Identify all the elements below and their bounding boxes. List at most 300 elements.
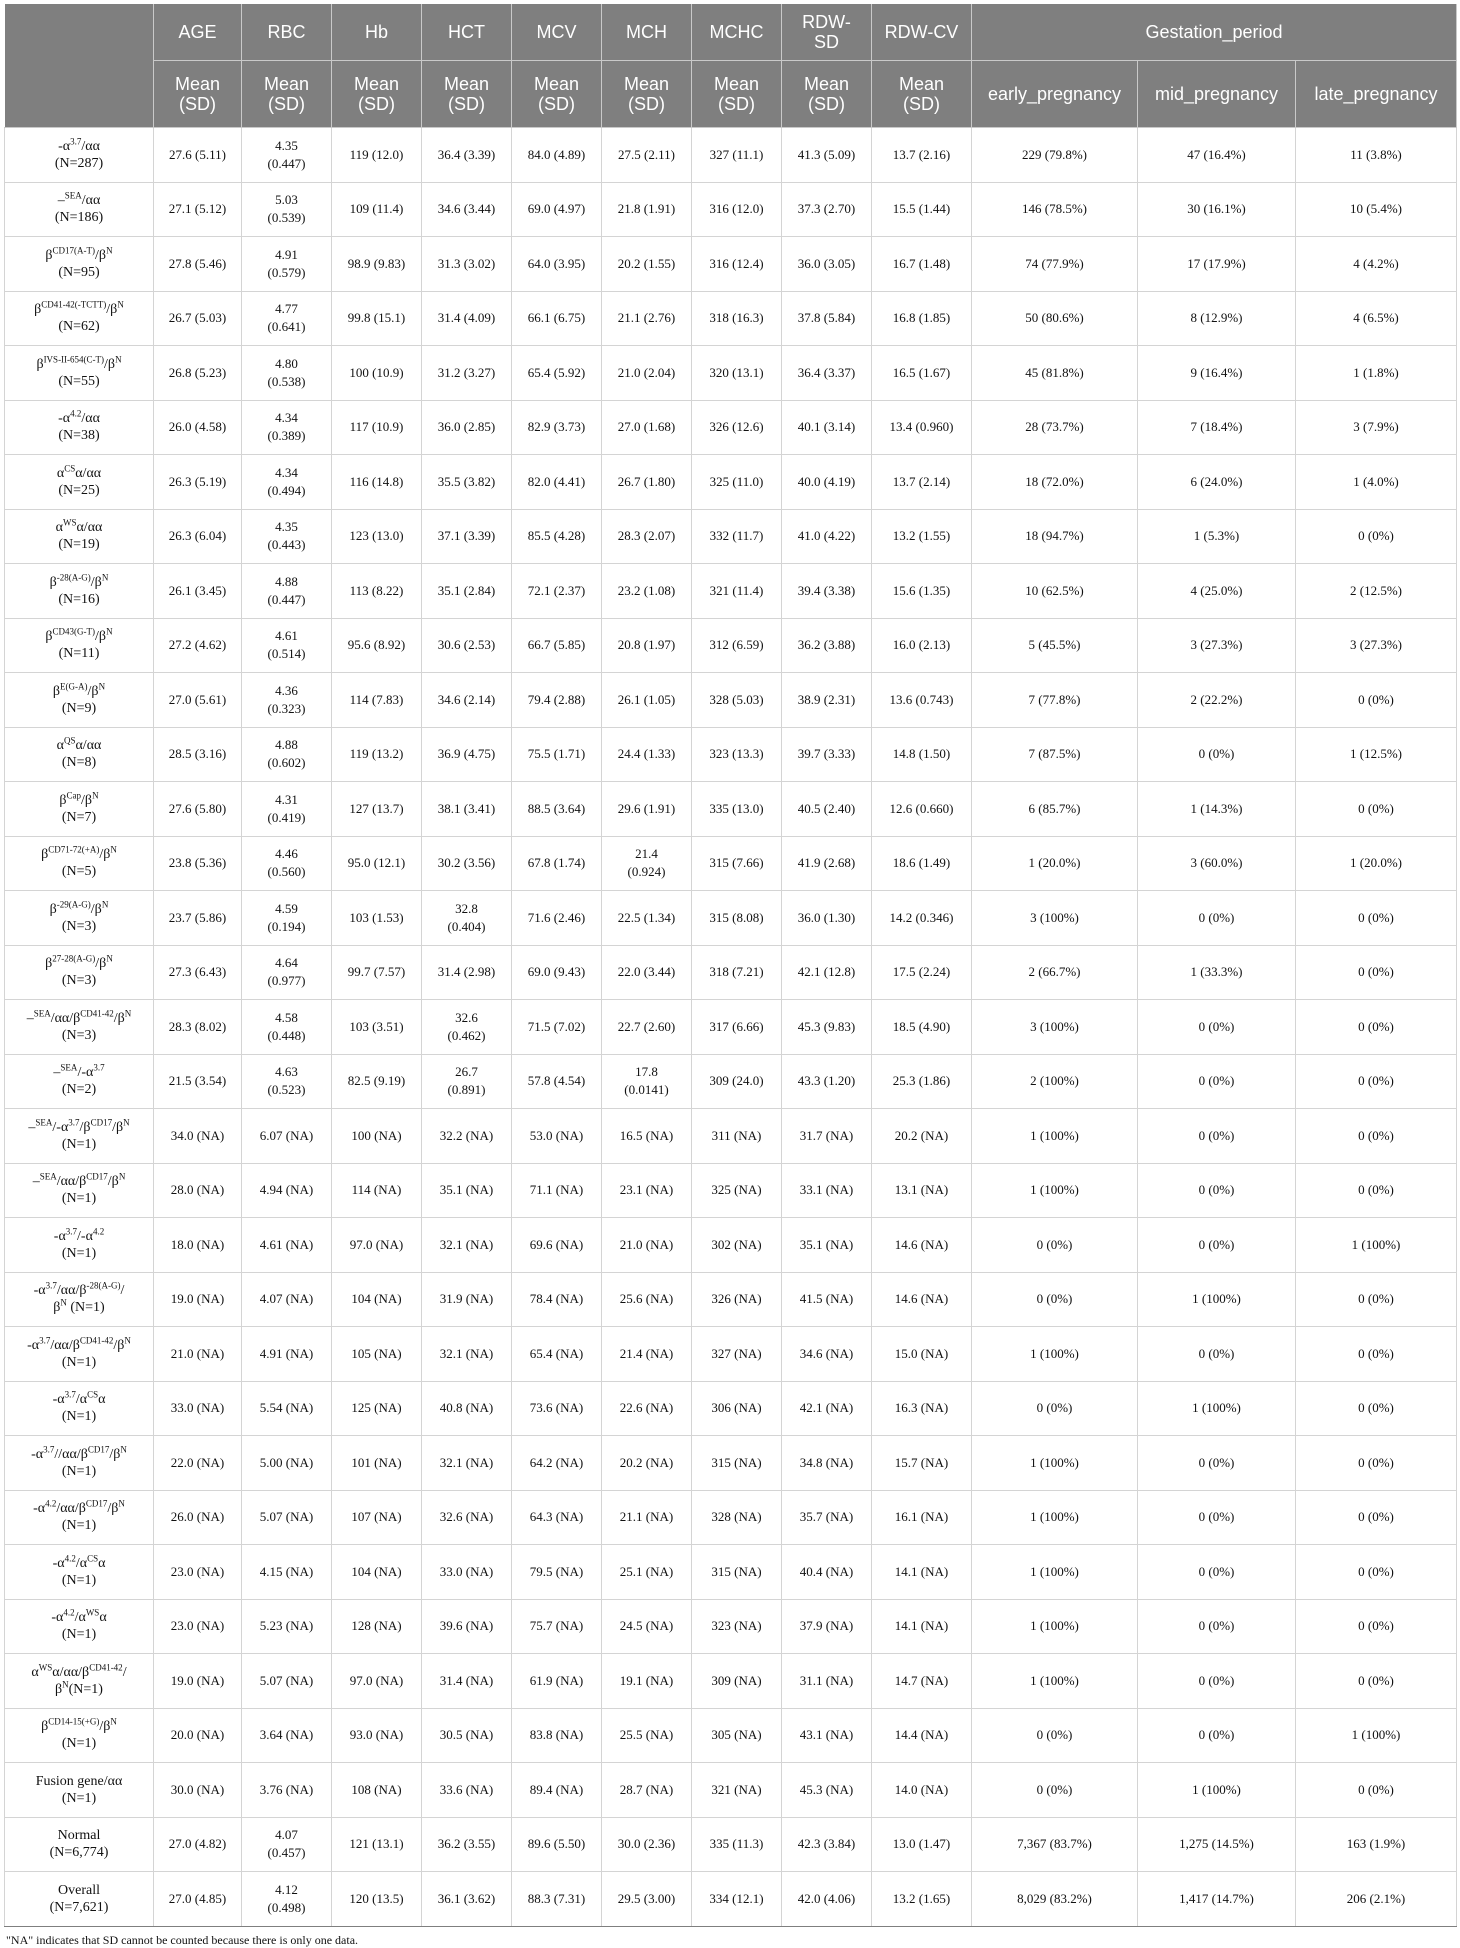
value-cell: 328 (5.03) [692, 673, 782, 728]
value-cell: 27.6 (5.11) [154, 128, 242, 183]
value-cell: 36.1 (3.62) [422, 1872, 512, 1927]
value-cell: 20.2 (NA) [602, 1436, 692, 1491]
value-cell: 22.5 (1.34) [602, 891, 692, 946]
table-row [5, 836, 1457, 891]
value-cell: 27.6 (5.80) [154, 782, 242, 837]
value-cell: 163 (1.9%) [1296, 1817, 1457, 1872]
value-cell: 50 (80.6%) [972, 291, 1138, 346]
value-cell: 73.6 (NA) [512, 1381, 602, 1436]
value-cell: 41.9 (2.68) [782, 836, 872, 891]
value-cell: 4.58 (0.448) [242, 1000, 332, 1055]
value-cell: 1 (100%) [972, 1599, 1138, 1654]
value-cell: 28.3 (8.02) [154, 1000, 242, 1055]
genotype-cell: Overall (N=7,621) [5, 1872, 154, 1927]
value-cell: 30.0 (NA) [154, 1763, 242, 1818]
period-header: late_pregnancy [1296, 61, 1457, 128]
value-cell: 121 (13.1) [332, 1817, 422, 1872]
genotype-cell: $\beta^{Cap}/\beta^N$ (N=7) [5, 782, 154, 837]
value-cell: 114 (NA) [332, 1163, 422, 1218]
value-cell: 19.1 (NA) [602, 1654, 692, 1709]
value-cell: 0 (0%) [1296, 673, 1457, 728]
value-cell: 26.3 (5.19) [154, 455, 242, 510]
value-cell: 75.7 (NA) [512, 1599, 602, 1654]
value-cell: 42.1 (12.8) [782, 945, 872, 1000]
value-cell: 327 (NA) [692, 1327, 782, 1382]
genotype-cell: $-\alpha^{3.7}/\alpha\alpha/\beta^{CD41-42}/\beta^N$ (N=1) [5, 1327, 154, 1382]
column-header: MCHC [692, 4, 782, 61]
value-cell: 40.5 (2.40) [782, 782, 872, 837]
value-cell: 104 (NA) [332, 1272, 422, 1327]
value-cell: 23.0 (NA) [154, 1545, 242, 1600]
value-cell: 325 (NA) [692, 1163, 782, 1218]
value-cell: 37.9 (NA) [782, 1599, 872, 1654]
value-cell: 146 (78.5%) [972, 182, 1138, 237]
value-cell: 27.0 (4.82) [154, 1817, 242, 1872]
value-cell: 1 (100%) [1138, 1272, 1296, 1327]
value-cell: 4.35 (0.447) [242, 128, 332, 183]
value-cell: 206 (2.1%) [1296, 1872, 1457, 1927]
genotype-cell: $\beta^{CD43(G-T)}/\beta^N$ (N=11) [5, 618, 154, 673]
value-cell: 37.8 (5.84) [782, 291, 872, 346]
stat-label: Mean (SD) [332, 61, 422, 128]
value-cell: 32.1 (NA) [422, 1327, 512, 1382]
value-cell: 309 (NA) [692, 1654, 782, 1709]
value-cell: 26.0 (NA) [154, 1490, 242, 1545]
value-cell: 43.3 (1.20) [782, 1054, 872, 1109]
genotype-cell: $-\alpha^{4.2}/\alpha\alpha$ (N=38) [5, 400, 154, 455]
value-cell: 0 (0%) [1296, 1381, 1457, 1436]
value-cell: 26.7 (1.80) [602, 455, 692, 510]
value-cell: 34.6 (2.14) [422, 673, 512, 728]
value-cell: 4.12 (0.498) [242, 1872, 332, 1927]
value-cell: 4.94 (NA) [242, 1163, 332, 1218]
value-cell: 41.3 (5.09) [782, 128, 872, 183]
value-cell: 13.7 (2.16) [872, 128, 972, 183]
value-cell: 14.6 (NA) [872, 1218, 972, 1273]
value-cell: 4.64 (0.977) [242, 945, 332, 1000]
value-cell: 37.1 (3.39) [422, 509, 512, 564]
value-cell: 4 (6.5%) [1296, 291, 1457, 346]
value-cell: 18 (94.7%) [972, 509, 1138, 564]
column-header: HCT [422, 4, 512, 61]
value-cell: 79.5 (NA) [512, 1545, 602, 1600]
value-cell: 311 (NA) [692, 1109, 782, 1164]
value-cell: 4.34 (0.389) [242, 400, 332, 455]
value-cell: 40.4 (NA) [782, 1545, 872, 1600]
value-cell: 31.4 (4.09) [422, 291, 512, 346]
stat-label: Mean (SD) [422, 61, 512, 128]
value-cell: 39.4 (3.38) [782, 564, 872, 619]
value-cell: 4.15 (NA) [242, 1545, 332, 1600]
value-cell: 65.4 (NA) [512, 1327, 602, 1382]
table-row [5, 1708, 1457, 1763]
value-cell: 41.5 (NA) [782, 1272, 872, 1327]
value-cell: 4.31 (0.419) [242, 782, 332, 837]
value-cell: 309 (24.0) [692, 1054, 782, 1109]
table-row [5, 182, 1457, 237]
value-cell: 27.0 (5.61) [154, 673, 242, 728]
table-row [5, 1817, 1457, 1872]
value-cell: 4.88 (0.447) [242, 564, 332, 619]
value-cell: 105 (NA) [332, 1327, 422, 1382]
table-row [5, 1109, 1457, 1164]
value-cell: 1 (100%) [1138, 1381, 1296, 1436]
value-cell: 32.1 (NA) [422, 1436, 512, 1491]
value-cell: 27.1 (5.12) [154, 182, 242, 237]
value-cell: 31.3 (3.02) [422, 237, 512, 292]
value-cell: 22.0 (3.44) [602, 945, 692, 1000]
value-cell: 36.0 (2.85) [422, 400, 512, 455]
value-cell: 26.1 (3.45) [154, 564, 242, 619]
genotype-cell: $\beta^{CD17(A-T)}/\beta^N$ (N=95) [5, 237, 154, 292]
value-cell: 1 (100%) [972, 1654, 1138, 1709]
value-cell: 14.1 (NA) [872, 1599, 972, 1654]
table-row [5, 1163, 1457, 1218]
value-cell: 83.8 (NA) [512, 1708, 602, 1763]
value-cell: 119 (13.2) [332, 727, 422, 782]
table-row [5, 1218, 1457, 1273]
genotype-cell: $\alpha^{CS}\alpha/\alpha\alpha$ (N=25) [5, 455, 154, 510]
table-row [5, 1490, 1457, 1545]
value-cell: 28 (73.7%) [972, 400, 1138, 455]
value-cell: 26.8 (5.23) [154, 346, 242, 401]
value-cell: 9 (16.4%) [1138, 346, 1296, 401]
value-cell: 1 (20.0%) [1296, 836, 1457, 891]
value-cell: 14.8 (1.50) [872, 727, 972, 782]
value-cell: 41.0 (4.22) [782, 509, 872, 564]
value-cell: 4.07 (0.457) [242, 1817, 332, 1872]
value-cell: 89.6 (5.50) [512, 1817, 602, 1872]
value-cell: 0 (0%) [1138, 1327, 1296, 1382]
column-header: MCH [602, 4, 692, 61]
value-cell: 5.54 (NA) [242, 1381, 332, 1436]
value-cell: 78.4 (NA) [512, 1272, 602, 1327]
value-cell: 39.6 (NA) [422, 1599, 512, 1654]
genotype-cell: $-^{SEA}/\alpha\alpha/\beta^{CD41-42}/\beta^N$ (N=3) [5, 1000, 154, 1055]
period-header: mid_pregnancy [1138, 61, 1296, 128]
value-cell: 79.4 (2.88) [512, 673, 602, 728]
value-cell: 0 (0%) [1296, 1000, 1457, 1055]
value-cell: 20.0 (NA) [154, 1708, 242, 1763]
genotype-cell: $-\alpha^{4.2}/\alpha^{WS}\alpha$ (N=1) [5, 1599, 154, 1654]
value-cell: 43.1 (NA) [782, 1708, 872, 1763]
genotype-cell: $\beta^{-29(A-G)}/\beta^N$ (N=3) [5, 891, 154, 946]
value-cell: 104 (NA) [332, 1545, 422, 1600]
stat-label: Mean (SD) [692, 61, 782, 128]
genotype-cell: $-^{SEA}/\alpha\alpha/\beta^{CD17}/\beta^N$ (N=1) [5, 1163, 154, 1218]
value-cell: 40.0 (4.19) [782, 455, 872, 510]
value-cell: 20.2 (1.55) [602, 237, 692, 292]
value-cell: 34.6 (NA) [782, 1327, 872, 1382]
value-cell: 99.8 (15.1) [332, 291, 422, 346]
value-cell: 5.23 (NA) [242, 1599, 332, 1654]
value-cell: 26.7 (0.891) [422, 1054, 512, 1109]
value-cell: 28.0 (NA) [154, 1163, 242, 1218]
value-cell: 23.7 (5.86) [154, 891, 242, 946]
table-row [5, 291, 1457, 346]
value-cell: 306 (NA) [692, 1381, 782, 1436]
value-cell: 40.8 (NA) [422, 1381, 512, 1436]
table-row [5, 1000, 1457, 1055]
value-cell: 1 (100%) [972, 1163, 1138, 1218]
value-cell: 15.7 (NA) [872, 1436, 972, 1491]
value-cell: 0 (0%) [972, 1763, 1138, 1818]
value-cell: 1 (33.3%) [1138, 945, 1296, 1000]
table-row [5, 727, 1457, 782]
stat-label: Mean (SD) [782, 61, 872, 128]
table-header [5, 4, 1457, 128]
value-cell: 127 (13.7) [332, 782, 422, 837]
value-cell: 0 (0%) [1296, 891, 1457, 946]
value-cell: 0 (0%) [1138, 1109, 1296, 1164]
value-cell: 45 (81.8%) [972, 346, 1138, 401]
genotype-cell: $-^{SEA}/-\alpha^{3.7}/\beta^{CD17}/\beta^N$ (N=1) [5, 1109, 154, 1164]
stat-label: Mean (SD) [872, 61, 972, 128]
stat-label: Mean (SD) [154, 61, 242, 128]
value-cell: 1 (100%) [972, 1327, 1138, 1382]
value-cell: 334 (12.1) [692, 1872, 782, 1927]
value-cell: 71.6 (2.46) [512, 891, 602, 946]
value-cell: 321 (11.4) [692, 564, 782, 619]
value-cell: 27.5 (2.11) [602, 128, 692, 183]
value-cell: 36.2 (3.88) [782, 618, 872, 673]
value-cell: 0 (0%) [972, 1708, 1138, 1763]
value-cell: 32.6 (NA) [422, 1490, 512, 1545]
value-cell: 82.5 (9.19) [332, 1054, 422, 1109]
value-cell: 10 (62.5%) [972, 564, 1138, 619]
value-cell: 100 (10.9) [332, 346, 422, 401]
value-cell: 5.07 (NA) [242, 1490, 332, 1545]
value-cell: 335 (13.0) [692, 782, 782, 837]
value-cell: 97.0 (NA) [332, 1218, 422, 1273]
value-cell: 12.6 (0.660) [872, 782, 972, 837]
value-cell: 30 (16.1%) [1138, 182, 1296, 237]
value-cell: 5 (45.5%) [972, 618, 1138, 673]
value-cell: 0 (0%) [1138, 1708, 1296, 1763]
value-cell: 302 (NA) [692, 1218, 782, 1273]
genotype-cell: $-\alpha^{3.7}/\alpha^{CS}\alpha$ (N=1) [5, 1381, 154, 1436]
table-row [5, 400, 1457, 455]
value-cell: 0 (0%) [1296, 1272, 1457, 1327]
value-cell: 31.7 (NA) [782, 1109, 872, 1164]
value-cell: 34.0 (NA) [154, 1109, 242, 1164]
value-cell: 26.7 (5.03) [154, 291, 242, 346]
value-cell: 19.0 (NA) [154, 1654, 242, 1709]
value-cell: 66.1 (6.75) [512, 291, 602, 346]
table-row [5, 891, 1457, 946]
value-cell: 13.4 (0.960) [872, 400, 972, 455]
value-cell: 14.7 (NA) [872, 1654, 972, 1709]
value-cell: 23.1 (NA) [602, 1163, 692, 1218]
table-row [5, 1654, 1457, 1709]
value-cell: 116 (14.8) [332, 455, 422, 510]
value-cell: 128 (NA) [332, 1599, 422, 1654]
value-cell: 13.1 (NA) [872, 1163, 972, 1218]
value-cell: 31.1 (NA) [782, 1654, 872, 1709]
value-cell: 18.6 (1.49) [872, 836, 972, 891]
value-cell: 2 (66.7%) [972, 945, 1138, 1000]
value-cell: 26.3 (6.04) [154, 509, 242, 564]
value-cell: 42.1 (NA) [782, 1381, 872, 1436]
value-cell: 36.2 (3.55) [422, 1817, 512, 1872]
value-cell: 312 (6.59) [692, 618, 782, 673]
value-cell: 0 (0%) [1138, 891, 1296, 946]
value-cell: 13.0 (1.47) [872, 1817, 972, 1872]
value-cell: 89.4 (NA) [512, 1763, 602, 1818]
value-cell: 31.4 (2.98) [422, 945, 512, 1000]
value-cell: 35.1 (2.84) [422, 564, 512, 619]
value-cell: 95.0 (12.1) [332, 836, 422, 891]
value-cell: 316 (12.4) [692, 237, 782, 292]
value-cell: 3 (27.3%) [1296, 618, 1457, 673]
value-cell: 7 (18.4%) [1138, 400, 1296, 455]
value-cell: 1 (20.0%) [972, 836, 1138, 891]
value-cell: 305 (NA) [692, 1708, 782, 1763]
value-cell: 67.8 (1.74) [512, 836, 602, 891]
value-cell: 315 (NA) [692, 1545, 782, 1600]
value-cell: 4.63 (0.523) [242, 1054, 332, 1109]
value-cell: 25.1 (NA) [602, 1545, 692, 1600]
value-cell: 32.1 (NA) [422, 1218, 512, 1273]
value-cell: 1 (1.8%) [1296, 346, 1457, 401]
genotype-cell: $-\alpha^{4.2}/\alpha^{CS}\alpha$ (N=1) [5, 1545, 154, 1600]
value-cell: 0 (0%) [1138, 1490, 1296, 1545]
value-cell: 0 (0%) [1138, 1163, 1296, 1218]
value-cell: 0 (0%) [972, 1272, 1138, 1327]
value-cell: 25.3 (1.86) [872, 1054, 972, 1109]
value-cell: 113 (8.22) [332, 564, 422, 619]
value-cell: 36.0 (3.05) [782, 237, 872, 292]
value-cell: 21.4 (NA) [602, 1327, 692, 1382]
value-cell: 38.9 (2.31) [782, 673, 872, 728]
value-cell: 318 (7.21) [692, 945, 782, 1000]
value-cell: 29.5 (3.00) [602, 1872, 692, 1927]
value-cell: 6 (24.0%) [1138, 455, 1296, 510]
value-cell: 28.3 (2.07) [602, 509, 692, 564]
value-cell: 45.3 (NA) [782, 1763, 872, 1818]
genotype-cell: $\beta^{CD71-72(+A)}/\beta^N$ (N=5) [5, 836, 154, 891]
value-cell: 38.1 (3.41) [422, 782, 512, 837]
value-cell: 0 (0%) [1296, 1599, 1457, 1654]
value-cell: 72.1 (2.37) [512, 564, 602, 619]
genotype-cell: $\beta^{CD14-15(+G)}/\beta^N$ (N=1) [5, 1708, 154, 1763]
column-header: RBC [242, 4, 332, 61]
value-cell: 25.5 (NA) [602, 1708, 692, 1763]
value-cell: 21.1 (NA) [602, 1490, 692, 1545]
genotype-cell: $-\alpha^{3.7}/\alpha\alpha$ (N=287) [5, 128, 154, 183]
value-cell: 8,029 (83.2%) [972, 1872, 1138, 1927]
table-row [5, 1381, 1457, 1436]
value-cell: 4.91 (NA) [242, 1327, 332, 1382]
value-cell: 36.4 (3.37) [782, 346, 872, 401]
value-cell: 27.0 (4.85) [154, 1872, 242, 1927]
value-cell: 69.6 (NA) [512, 1218, 602, 1273]
value-cell: 69.0 (4.97) [512, 182, 602, 237]
value-cell: 32.8 (0.404) [422, 891, 512, 946]
value-cell: 23.2 (1.08) [602, 564, 692, 619]
value-cell: 32.6 (0.462) [422, 1000, 512, 1055]
value-cell: 61.9 (NA) [512, 1654, 602, 1709]
table-row [5, 455, 1457, 510]
value-cell: 15.5 (1.44) [872, 182, 972, 237]
value-cell: 0 (0%) [972, 1381, 1138, 1436]
value-cell: 37.3 (2.70) [782, 182, 872, 237]
value-cell: 30.6 (2.53) [422, 618, 512, 673]
value-cell: 3 (100%) [972, 1000, 1138, 1055]
value-cell: 84.0 (4.89) [512, 128, 602, 183]
value-cell: 16.7 (1.48) [872, 237, 972, 292]
value-cell: 120 (13.5) [332, 1872, 422, 1927]
value-cell: 32.2 (NA) [422, 1109, 512, 1164]
value-cell: 229 (79.8%) [972, 128, 1138, 183]
table-row [5, 346, 1457, 401]
value-cell: 21.4 (0.924) [602, 836, 692, 891]
value-cell: 64.0 (3.95) [512, 237, 602, 292]
value-cell: 39.7 (3.33) [782, 727, 872, 782]
value-cell: 0 (0%) [972, 1218, 1138, 1273]
value-cell: 21.5 (3.54) [154, 1054, 242, 1109]
value-cell: 27.2 (4.62) [154, 618, 242, 673]
value-cell: 26.0 (4.58) [154, 400, 242, 455]
table-row [5, 1545, 1457, 1600]
value-cell: 2 (100%) [972, 1054, 1138, 1109]
table-row [5, 673, 1457, 728]
value-cell: 321 (NA) [692, 1763, 782, 1818]
value-cell: 23.0 (NA) [154, 1599, 242, 1654]
table-row [5, 1763, 1457, 1818]
value-cell: 33.1 (NA) [782, 1163, 872, 1218]
value-cell: 29.6 (1.91) [602, 782, 692, 837]
value-cell: 31.9 (NA) [422, 1272, 512, 1327]
value-cell: 88.3 (7.31) [512, 1872, 602, 1927]
value-cell: 75.5 (1.71) [512, 727, 602, 782]
value-cell: 95.6 (8.92) [332, 618, 422, 673]
value-cell: 1 (12.5%) [1296, 727, 1457, 782]
genotype-cell: $\alpha^{WS}\alpha/\alpha\alpha/\beta^{CD41-42}/$ $\beta^N(N=1)$ [5, 1654, 154, 1709]
value-cell: 36.9 (4.75) [422, 727, 512, 782]
value-cell: 119 (12.0) [332, 128, 422, 183]
column-header: RDW- SD [782, 4, 872, 61]
value-cell: 125 (NA) [332, 1381, 422, 1436]
value-cell: 103 (1.53) [332, 891, 422, 946]
genotype-cell: $\alpha^{WS}\alpha/\alpha\alpha$ (N=19) [5, 509, 154, 564]
table-row [5, 564, 1457, 619]
value-cell: 16.5 (NA) [602, 1109, 692, 1164]
value-cell: 53.0 (NA) [512, 1109, 602, 1164]
genotype-cell: $\beta^{CD41-42(-TCTT)}/\beta^N$ (N=62) [5, 291, 154, 346]
value-cell: 4.80 (0.538) [242, 346, 332, 401]
table-container [4, 4, 1456, 1948]
value-cell: 10 (5.4%) [1296, 182, 1457, 237]
value-cell: 64.3 (NA) [512, 1490, 602, 1545]
genotype-cell: $\beta^{IVS-II-654(C-T)}/\beta^N$ (N=55) [5, 346, 154, 401]
value-cell: 69.0 (9.43) [512, 945, 602, 1000]
table-row [5, 1599, 1457, 1654]
value-cell: 0 (0%) [1296, 509, 1457, 564]
value-cell: 16.8 (1.85) [872, 291, 972, 346]
value-cell: 4.35 (0.443) [242, 509, 332, 564]
table-row [5, 1272, 1457, 1327]
value-cell: 21.0 (NA) [154, 1327, 242, 1382]
genotype-cell: $-^{SEA}/-\alpha^{3.7}$ (N=2) [5, 1054, 154, 1109]
value-cell: 2 (22.2%) [1138, 673, 1296, 728]
value-cell: 1 (100%) [1138, 1763, 1296, 1818]
value-cell: 4.91 (0.579) [242, 237, 332, 292]
value-cell: 1 (100%) [972, 1109, 1138, 1164]
value-cell: 28.5 (3.16) [154, 727, 242, 782]
value-cell: 71.1 (NA) [512, 1163, 602, 1218]
value-cell: 71.5 (7.02) [512, 1000, 602, 1055]
